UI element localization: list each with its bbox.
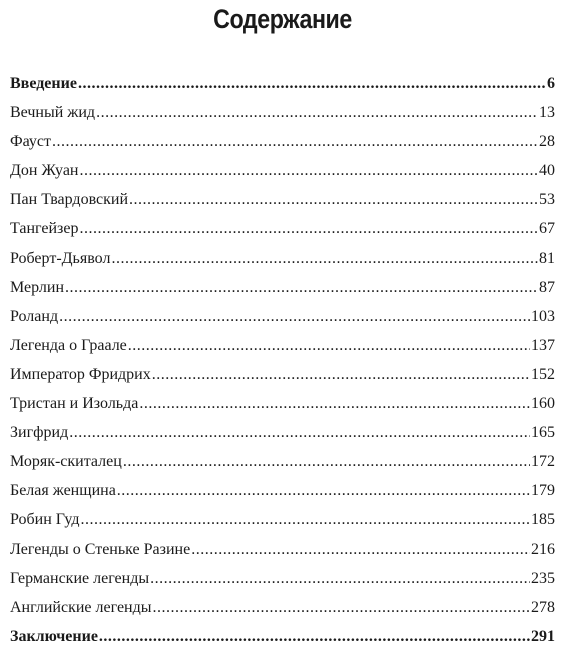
toc-entry-page: 103 (531, 307, 555, 325)
toc-entry-page: 165 (531, 424, 555, 442)
toc-entry-page: 172 (531, 453, 555, 471)
dot-leader (65, 273, 538, 302)
toc-entry[interactable] (10, 127, 555, 156)
toc-entry-page: 185 (531, 511, 555, 529)
toc-entry-page: 87 (539, 278, 555, 296)
toc-entry[interactable] (10, 389, 555, 418)
toc-entry-title: Заключение (10, 627, 98, 645)
dot-leader (111, 244, 538, 273)
toc-entry-page: 40 (539, 162, 555, 180)
toc-entry[interactable] (10, 418, 555, 447)
toc-entry-page: 67 (539, 220, 555, 238)
toc-entry-title: Мерлин (10, 278, 65, 296)
toc-entry-title: Роберт-Дьявол (10, 249, 111, 267)
toc-entry-title: Император Фридрих (10, 365, 151, 383)
toc-entry[interactable] (10, 535, 555, 564)
toc-entry-title: Дон Жуан (10, 162, 79, 180)
toc-entry-page: 13 (539, 104, 555, 122)
toc-entry[interactable] (10, 214, 555, 243)
toc-entry[interactable] (10, 593, 555, 622)
toc-entry[interactable] (10, 622, 555, 651)
toc-entry-page: 81 (539, 249, 555, 267)
toc-entry-title: Зигфрид (10, 424, 69, 442)
toc-entry-title: Тристан и Изольда (10, 395, 139, 413)
toc-entry-title: Робин Гуд (10, 511, 80, 529)
toc-entry-title: Пан Твардовский (10, 191, 129, 209)
dot-leader (150, 564, 530, 593)
toc-entry-title: Германские легенды (10, 569, 150, 587)
toc-entry-title: Английские легенды (10, 598, 152, 616)
toc-entry[interactable] (10, 447, 555, 476)
toc-entry-title: Фауст (10, 133, 52, 151)
toc-entry-page: 137 (531, 336, 555, 354)
toc-entry[interactable] (10, 98, 555, 127)
toc-entry-title: Моряк-скиталец (10, 453, 122, 471)
toc-entry[interactable] (10, 476, 555, 505)
dot-leader (191, 535, 530, 564)
dot-leader (128, 331, 530, 360)
toc-entry-page: 216 (531, 540, 555, 558)
toc-entry-page: 160 (531, 395, 555, 413)
toc-entry[interactable] (10, 244, 555, 273)
toc-entry-page: 28 (539, 133, 555, 151)
dot-leader (79, 214, 538, 243)
dot-leader (59, 302, 530, 331)
toc-entry-title: Вечный жид (10, 104, 96, 122)
dot-leader (153, 593, 530, 622)
toc-entry-title: Тангейзер (10, 220, 79, 238)
toc-entry-page: 6 (547, 75, 555, 92)
toc-entry[interactable] (10, 302, 555, 331)
dot-leader (52, 127, 538, 156)
dot-leader (117, 476, 530, 505)
dot-leader (69, 418, 530, 447)
dot-leader (123, 447, 530, 476)
toc-entry-title: Белая женщина (10, 482, 116, 500)
toc-entry[interactable] (10, 331, 555, 360)
dot-leader (81, 505, 530, 534)
toc-entry-title: Введение (10, 75, 77, 92)
dot-leader (96, 98, 538, 127)
dot-leader (152, 360, 530, 389)
dot-leader (139, 389, 530, 418)
toc-entry-title: Легенды о Стеньке Разине (10, 540, 191, 558)
toc-entry[interactable] (10, 360, 555, 389)
page-title: Содержание (213, 4, 352, 34)
table-of-contents (10, 69, 555, 651)
dot-leader (78, 69, 546, 98)
toc-entry-page: 53 (539, 191, 555, 209)
toc-entry[interactable] (10, 156, 555, 185)
toc-entry-page: 179 (531, 482, 555, 500)
dot-leader (99, 622, 530, 651)
dot-leader (129, 185, 538, 214)
toc-entry-title: Легенда о Граале (10, 336, 127, 354)
toc-entry-page: 291 (531, 627, 555, 645)
dot-leader (79, 156, 538, 185)
toc-entry[interactable] (10, 69, 555, 98)
toc-entry[interactable] (10, 505, 555, 534)
toc-entry-page: 278 (531, 598, 555, 616)
toc-entry-title: Роланд (10, 307, 59, 325)
toc-entry-page: 152 (531, 365, 555, 383)
toc-entry[interactable] (10, 273, 555, 302)
toc-entry[interactable] (10, 564, 555, 593)
toc-entry-page: 235 (531, 569, 555, 587)
toc-entry[interactable] (10, 185, 555, 214)
